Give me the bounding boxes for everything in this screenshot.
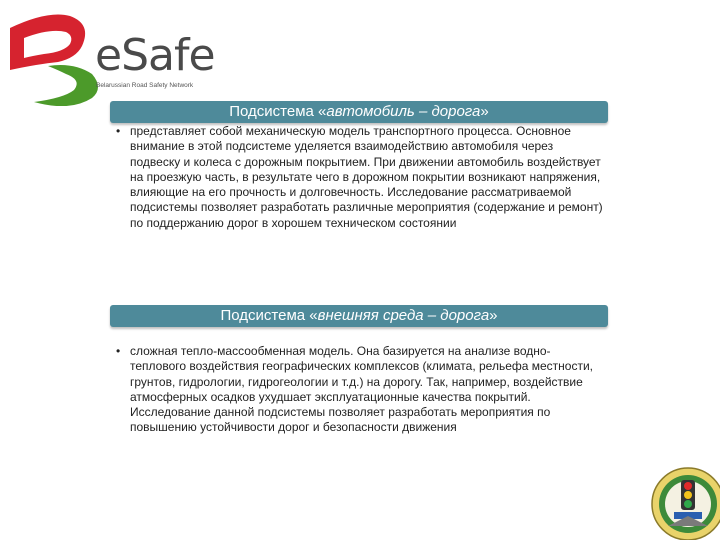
bullet-text: сложная тепло-массообменная модель. Она базируется на анализе водно-теплового воздействия географических комплексов (климата, рельефа местности, грунтов, гидрологии, гидрогеологии и т.д.) на дорогу. Так, например, воздействие атмосферных осадков ухудшает эксплуатационные качества покрытий. Исследование данной подсистемы позволяет разработать мероприятия по повышению устойчивости дорог и безопасности движения (130, 344, 594, 435)
bullet-text: представляет собой механическую модель транспортного процесса. Основное внимание в этой подсистеме уделяется взаимодействию автомобиля через подвеску и колеса с дорожным покрытием. При движении автомобиль воздействует на проезжую часть, в результате чего в дорожном покрытии возникают напряжения, влияющие на его прочность и долговечность. Исследование рассматриваемой подсистемы позволяет разработать различные мероприятия (содержание и ремонт) по поддержанию дорог в хорошем техническом состоянии (130, 124, 603, 230)
section-bullet-environment-road (116, 344, 606, 436)
bullet-dot: • (116, 344, 121, 358)
section-header-car-road (110, 101, 608, 123)
logo-subtitle: Belarussian Road Safety Network (96, 82, 194, 89)
logo-wordmark: eSafe (95, 30, 215, 81)
section-title: Подсистема «внешняя среда – дорога» (220, 307, 498, 324)
section-title: Подсистема «автомобиль – дорога» (229, 103, 489, 120)
section-bullet-car-road (116, 124, 606, 231)
traffic-light-emblem-icon (648, 460, 720, 540)
section-header-environment-road (110, 305, 608, 327)
bullet-dot: • (116, 124, 121, 138)
esafe-logo-icon (8, 6, 108, 106)
